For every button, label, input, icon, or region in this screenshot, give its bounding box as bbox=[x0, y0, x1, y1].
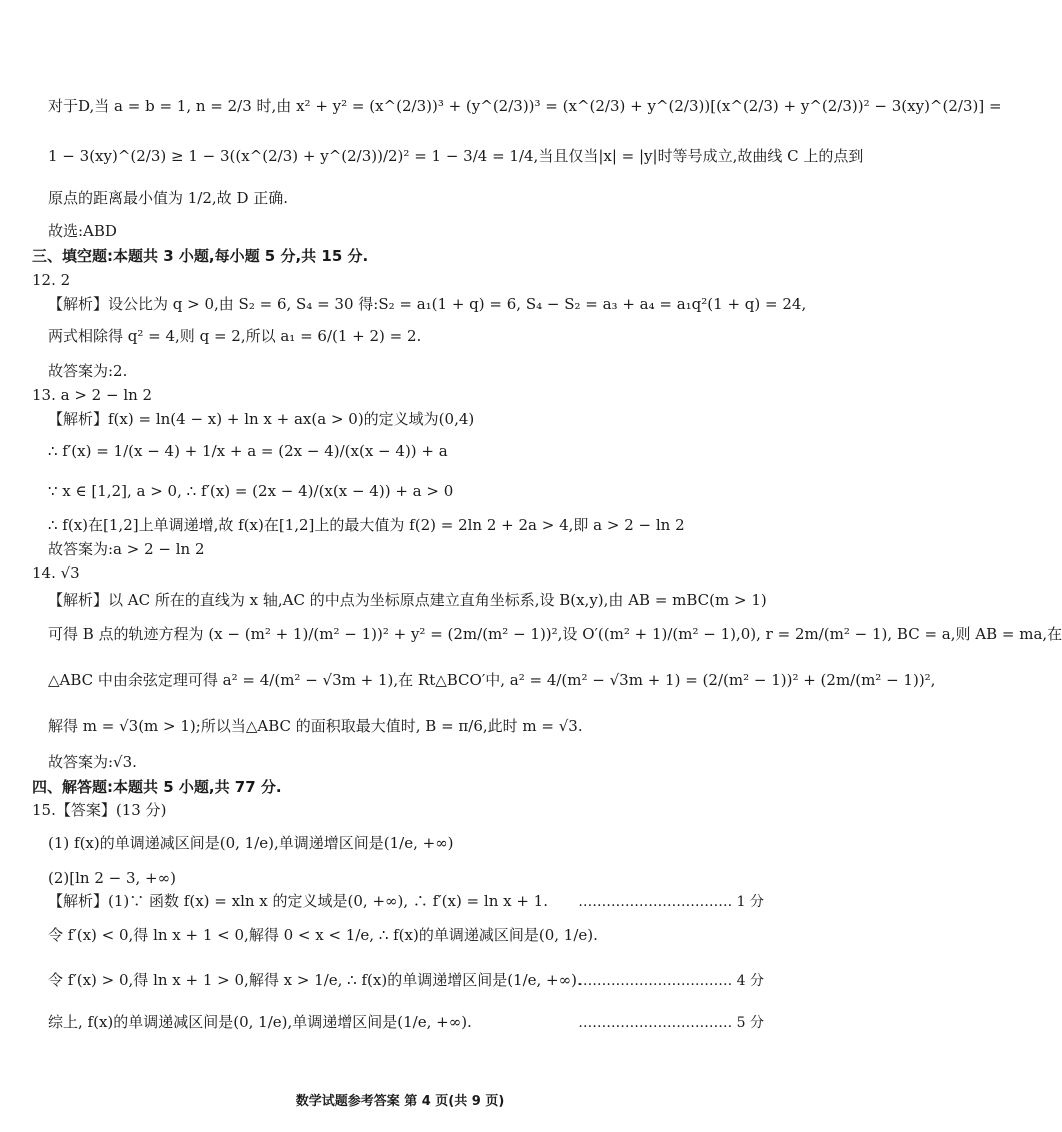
q15-analysis-4: 综上, f(x)的单调递减区间是(0, 1/e),单调递增区间是(1/e, +∞). bbox=[48, 1013, 472, 1031]
q14-conclusion: 故答案为:√3. bbox=[48, 753, 137, 771]
q12-analysis-2: 两式相除得 q² = 4,则 q = 2,所以 a₁ = 6/(1 + 2) = 2. bbox=[48, 327, 422, 345]
score-4: …………………………… 4 分 bbox=[578, 973, 764, 989]
q15-analysis-1: 【解析】(1)∵ 函数 f(x) = xln x 的定义域是(0, +∞), ∴ f′(x) = ln x + 1. bbox=[48, 892, 548, 910]
section-4-heading: 四、解答题:本题共 5 小题,共 77 分. bbox=[32, 778, 282, 796]
q12-conclusion: 故答案为:2. bbox=[48, 362, 128, 380]
q13-analysis-2: ∴ f′(x) = 1/(x − 4) + 1/x + a = (2x − 4)/(x(x − 4)) + a bbox=[48, 442, 448, 460]
score-5: …………………………… 5 分 bbox=[578, 1015, 764, 1031]
q13-analysis-4: ∴ f(x)在[1,2]上单调递增,故 f(x)在[1,2]上的最大值为 f(2) = 2ln 2 + 2a > 4,即 a > 2 − ln 2 bbox=[48, 516, 685, 534]
option-d-line-2: 1 − 3(xy)^(2/3) ≥ 1 − 3((x^(2/3) + y^(2/3))/2)² = 1 − 3/4 = 1/4,当且仅当|x| = |y|时等号成立,故曲线 C 上的点到 bbox=[48, 147, 864, 165]
q14-analysis-3: △ABC 中由余弦定理可得 a² = 4/(m² − √3m + 1),在 Rt△BCO′中, a² = 4/(m² − √3m + 1) = (2/(m² − 1))² + (2m/(m² − 1))², bbox=[48, 671, 936, 689]
option-d-line-1: 对于D,当 a = b = 1, n = 2/3 时,由 x² + y² = (x^(2/3))³ + (y^(2/3))³ = (x^(2/3) + y^(2/3))[(x^(2/3) + y^(2/3))² − 3(xy)^(2/3)] = bbox=[48, 97, 1002, 115]
q15-answer-1: (1) f(x)的单调递减区间是(0, 1/e),单调递增区间是(1/e, +∞) bbox=[48, 834, 454, 852]
q13-answer: 13. a > 2 − ln 2 bbox=[32, 386, 153, 404]
q14-analysis-4: 解得 m = √3(m > 1);所以当△ABC 的面积取最大值时, B = π/6,此时 m = √3. bbox=[48, 717, 583, 735]
q15-answer-2: (2)[ln 2 − 3, +∞) bbox=[48, 869, 176, 887]
choice-answer: 故选:ABD bbox=[48, 222, 117, 240]
q14-analysis-2: 可得 B 点的轨迹方程为 (x − (m² + 1)/(m² − 1))² + y² = (2m/(m² − 1))²,设 O′((m² + 1)/(m² − 1),0), r = 2m/(m² − 1), BC = a,则 AB = ma,在 bbox=[48, 625, 1062, 643]
q13-conclusion: 故答案为:a > 2 − ln 2 bbox=[48, 540, 205, 558]
q15-heading: 15.【答案】(13 分) bbox=[32, 801, 167, 819]
q12-analysis-1: 【解析】设公比为 q > 0,由 S₂ = 6, S₄ = 30 得:S₂ = a₁(1 + q) = 6, S₄ − S₂ = a₃ + a₄ = a₁q²(1 + q) = 24, bbox=[48, 295, 807, 313]
q14-answer: 14. √3 bbox=[32, 564, 80, 582]
score-1: …………………………… 1 分 bbox=[578, 894, 764, 910]
page-footer: 数学试题参考答案 第 4 页(共 9 页) bbox=[295, 1094, 505, 1109]
q15-analysis-2: 令 f′(x) < 0,得 ln x + 1 < 0,解得 0 < x < 1/e, ∴ f(x)的单调递减区间是(0, 1/e). bbox=[48, 926, 598, 944]
q13-analysis-1: 【解析】f(x) = ln(4 − x) + ln x + ax(a > 0)的定义域为(0,4) bbox=[48, 410, 475, 428]
q13-analysis-3: ∵ x ∈ [1,2], a > 0, ∴ f′(x) = (2x − 4)/(x(x − 4)) + a > 0 bbox=[48, 482, 454, 500]
q14-analysis-1: 【解析】以 AC 所在的直线为 x 轴,AC 的中点为坐标原点建立直角坐标系,设 B(x,y),由 AB = mBC(m > 1) bbox=[48, 591, 767, 609]
q15-analysis-3: 令 f′(x) > 0,得 ln x + 1 > 0,解得 x > 1/e, ∴ f(x)的单调递增区间是(1/e, +∞). bbox=[48, 971, 582, 989]
option-d-line-3: 原点的距离最小值为 1/2,故 D 正确. bbox=[48, 189, 289, 207]
section-3-heading: 三、填空题:本题共 3 小题,每小题 5 分,共 15 分. bbox=[32, 247, 369, 265]
q12-answer: 12. 2 bbox=[32, 271, 71, 289]
